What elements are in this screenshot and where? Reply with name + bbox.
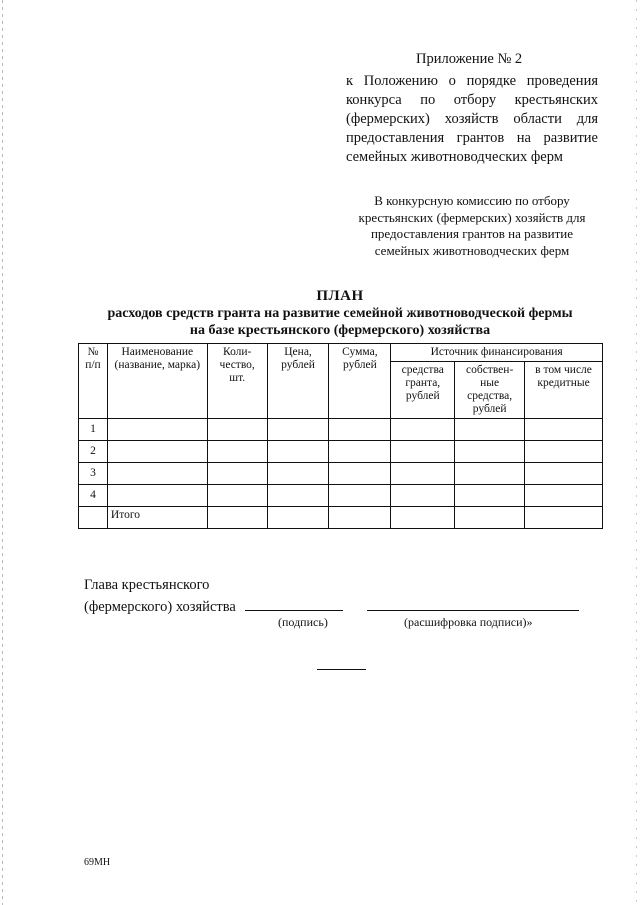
cell-credit — [525, 441, 603, 463]
cell-price — [267, 419, 329, 441]
cell-own — [455, 441, 525, 463]
table-total-row — [79, 507, 603, 529]
cell-own — [455, 507, 525, 529]
row-number: 4 — [79, 485, 108, 507]
cell-name — [107, 419, 207, 441]
header-price: Цена, рублей — [267, 344, 329, 419]
table-row — [79, 485, 603, 507]
cell-qty — [207, 441, 267, 463]
title-line-1: ПЛАН — [316, 288, 364, 304]
appendix-text: к Положению о порядке проведения конкурса по отбору крестьянских (фермерских) хозяйств области для предоставления грантов на развитие семейных животноводческих ферм — [346, 73, 598, 165]
signature-label-line-1: Глава крестьянского — [84, 577, 210, 593]
row-number: 1 — [79, 419, 108, 441]
cell-sum — [329, 419, 391, 441]
cell-qty — [207, 507, 267, 529]
header-source: Источник финансирования — [391, 344, 603, 362]
scan-edge-left — [2, 0, 3, 905]
signature-line — [245, 610, 343, 611]
cell-sum — [329, 463, 391, 485]
cell-price — [267, 463, 329, 485]
cell-name — [107, 485, 207, 507]
cell-own — [455, 463, 525, 485]
cell-grant — [391, 507, 455, 529]
end-divider — [317, 669, 366, 670]
cell-grant — [391, 463, 455, 485]
scan-edge-right — [636, 0, 637, 905]
addressee-block: В конкурсную комиссию по отбору крестьянских (фермерских) хозяйств для предоставления грантов на развитие семейных животноводческих ферм — [358, 193, 586, 258]
cell-sum — [329, 485, 391, 507]
total-label: Итого — [107, 507, 207, 529]
cell-price — [267, 507, 329, 529]
header-own: собствен-ные средства, рублей — [455, 362, 525, 419]
cell-total-num — [79, 507, 108, 529]
row-number: 2 — [79, 441, 108, 463]
header-grant: средства гранта, рублей — [391, 362, 455, 419]
appendix-note — [346, 50, 598, 167]
cell-own — [455, 419, 525, 441]
signature-caption: (подпись) — [278, 615, 328, 629]
header-credit: в том числе кредитные — [525, 362, 603, 419]
cell-grant — [391, 485, 455, 507]
document-title — [60, 288, 620, 339]
cell-grant — [391, 419, 455, 441]
title-line-2: расходов средств гранта на развитие семейной животноводческой фермы — [107, 306, 573, 321]
cell-own — [455, 485, 525, 507]
cell-sum — [329, 441, 391, 463]
header-num: № п/п — [79, 344, 108, 419]
signature-block — [84, 574, 614, 618]
cell-grant — [391, 441, 455, 463]
row-number: 3 — [79, 463, 108, 485]
header-sum: Сумма, рублей — [329, 344, 391, 419]
cell-credit — [525, 419, 603, 441]
footer-code: 69МН — [84, 857, 111, 868]
table-row — [79, 419, 603, 441]
cell-price — [267, 441, 329, 463]
header-name: Наименование (название, марка) — [107, 344, 207, 419]
signature-decode-caption: (расшифровка подписи)» — [404, 615, 533, 629]
cell-name — [107, 463, 207, 485]
table-row — [79, 441, 603, 463]
appendix-number: Приложение № 2 — [416, 51, 523, 67]
table-row — [79, 463, 603, 485]
header-qty: Коли-чество, шт. — [207, 344, 267, 419]
cell-qty — [207, 485, 267, 507]
cell-credit — [525, 463, 603, 485]
cell-name — [107, 441, 207, 463]
cell-qty — [207, 463, 267, 485]
expense-plan-table — [78, 343, 603, 529]
signature-label-line-2: (фермерского) хозяйства — [84, 599, 236, 615]
cell-credit — [525, 507, 603, 529]
cell-price — [267, 485, 329, 507]
cell-credit — [525, 485, 603, 507]
table-header-row — [79, 344, 603, 362]
title-line-3: на базе крестьянского (фермерского) хозяйства — [189, 323, 491, 338]
signature-decode-line — [367, 610, 579, 611]
cell-qty — [207, 419, 267, 441]
cell-sum — [329, 507, 391, 529]
